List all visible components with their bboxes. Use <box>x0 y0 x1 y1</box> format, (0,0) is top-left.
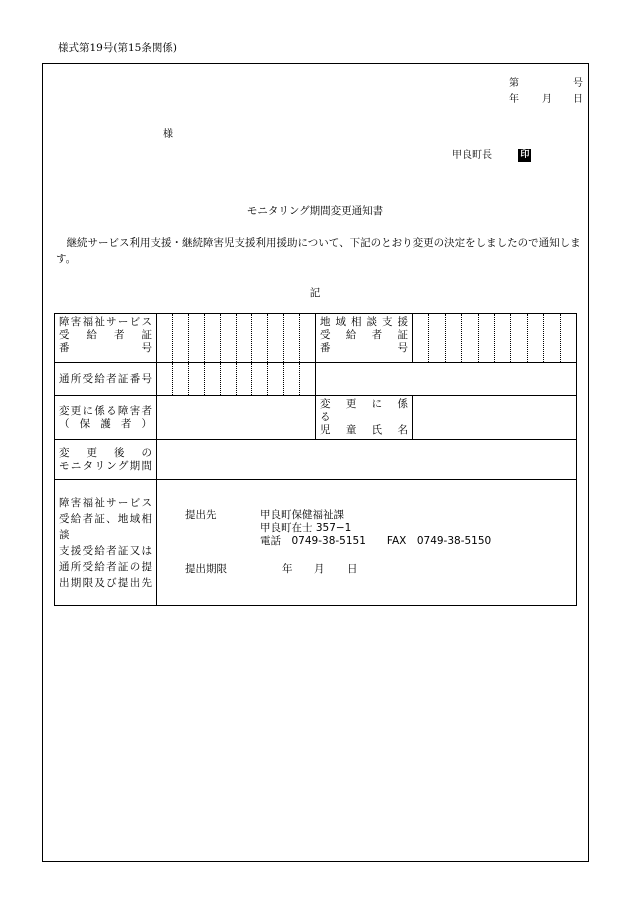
service-cert-number-label: 障害福祉サービス 受 給 者 証 番 号 <box>55 314 157 363</box>
deadline-day: 日 <box>347 563 358 575</box>
issuer-name: 甲良町長 <box>452 150 492 161</box>
deadline-month: 月 <box>314 563 325 575</box>
submission-info-label: 障害福祉サービス 受給者証、地域相談 支援受給者証又は 通所受給者証の提 出期限及び提出先 <box>55 480 157 606</box>
number-label: 第 <box>509 78 519 89</box>
submission-info-value <box>157 480 577 606</box>
community-cert-number-cells <box>413 314 577 363</box>
disabled-person-value <box>157 396 316 440</box>
day-service-cert-number-label: 通所受給者証番号 <box>55 363 157 396</box>
ki-heading: 記 <box>309 287 321 299</box>
disabled-person-label: 変更に係る障害者 （ 保 護 者 ） <box>55 396 157 440</box>
submit-to-label: 提出先 <box>185 509 217 521</box>
submit-to-address: 甲良町在士 357−1 <box>260 522 352 534</box>
submit-to-phone-fax: 電話 0749-38-5151 FAX 0749-38-5150 <box>260 535 492 547</box>
date-day: 日 <box>573 94 583 105</box>
submit-to-office: 甲良町保健福祉課 <box>260 509 344 521</box>
new-monitoring-period-value <box>157 440 577 480</box>
date-year: 年 <box>509 94 519 105</box>
new-monitoring-period-label: 変 更 後 の モニタリング期間 <box>55 440 157 480</box>
day-service-cert-number-cells <box>157 363 316 396</box>
deadline-year: 年 <box>282 563 293 575</box>
info-table <box>54 313 577 606</box>
deadline-label: 提出期限 <box>185 563 227 575</box>
addressee-suffix: 様 <box>163 129 173 140</box>
community-cert-number-label: 地域相談支援 受 給 者 証 番 号 <box>316 314 413 363</box>
child-name-label: 変 更 に 係 る 児 童 氏 名 <box>316 396 413 440</box>
issuer-block <box>452 146 531 162</box>
service-cert-number-cells <box>157 314 316 363</box>
notice-body: 継続サービス利用支援・継続障害児支援利用援助について、下記のとおり変更の決定をしましたので通知します。 <box>56 237 581 265</box>
form-number-label: 様式第19号(第15条関係) <box>58 42 177 54</box>
document-title: モニタリング期間変更通知書 <box>246 205 384 217</box>
seal-icon: 印 <box>520 149 530 160</box>
child-name-value <box>413 396 577 440</box>
number-suffix: 号 <box>573 78 583 89</box>
row2-blank <box>316 363 577 396</box>
date-month: 月 <box>542 94 552 105</box>
